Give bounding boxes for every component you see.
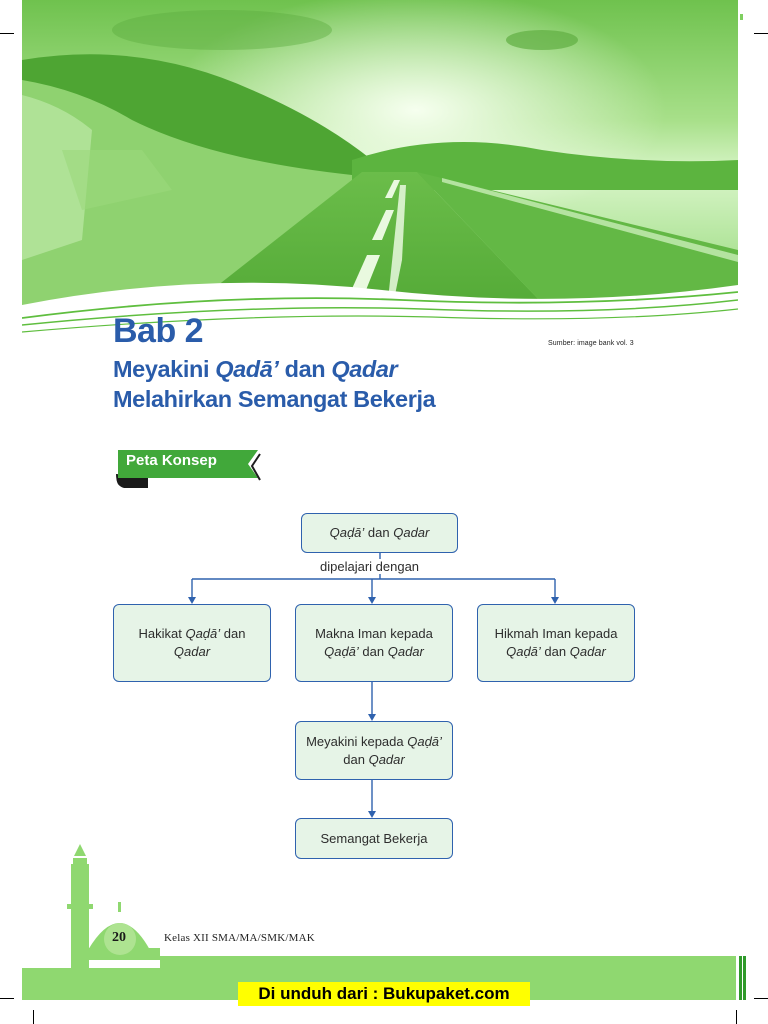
class-label: Kelas XII SMA/MA/SMK/MAK <box>164 932 315 944</box>
chapter-title-line2: Melahirkan Semangat Bekerja <box>113 386 436 412</box>
concept-box-makna-iman: Makna Iman kepada Qaḍā’ dan Qadar <box>295 604 453 682</box>
crop-mark <box>0 33 14 34</box>
chapter-title <box>113 354 435 414</box>
concept-box-hikmah-iman: Hikmah Iman kepada Qaḍā’ dan Qadar <box>477 604 635 682</box>
chapter-title-line1: Meyakini Qadā’ dan Qadar <box>113 356 398 382</box>
concept-box-semangat-bekerja: Semangat Bekerja <box>295 818 453 859</box>
connector-label: dipelajari dengan <box>320 559 420 574</box>
concept-box-hakikat: Hakikat Qaḍā’ dan Qadar <box>113 604 271 682</box>
page-number: 20 <box>112 930 126 945</box>
download-source-banner: Di unduh dari : Bukupaket.com <box>238 982 530 1006</box>
image-source-caption: Sumber: image bank vol. 3 <box>548 340 634 347</box>
section-tab-label: Peta Konsep <box>126 452 217 469</box>
crop-mark <box>754 33 768 34</box>
concept-box-meyakini: Meyakini kepada Qaḍā’ dan Qadar <box>295 721 453 780</box>
hero-road-image <box>22 0 738 345</box>
crop-mark <box>740 14 743 20</box>
chapter-number: Bab 2 <box>113 312 204 350</box>
concept-box-qada-qadar: Qaḍā’ dan Qadar <box>301 513 458 553</box>
